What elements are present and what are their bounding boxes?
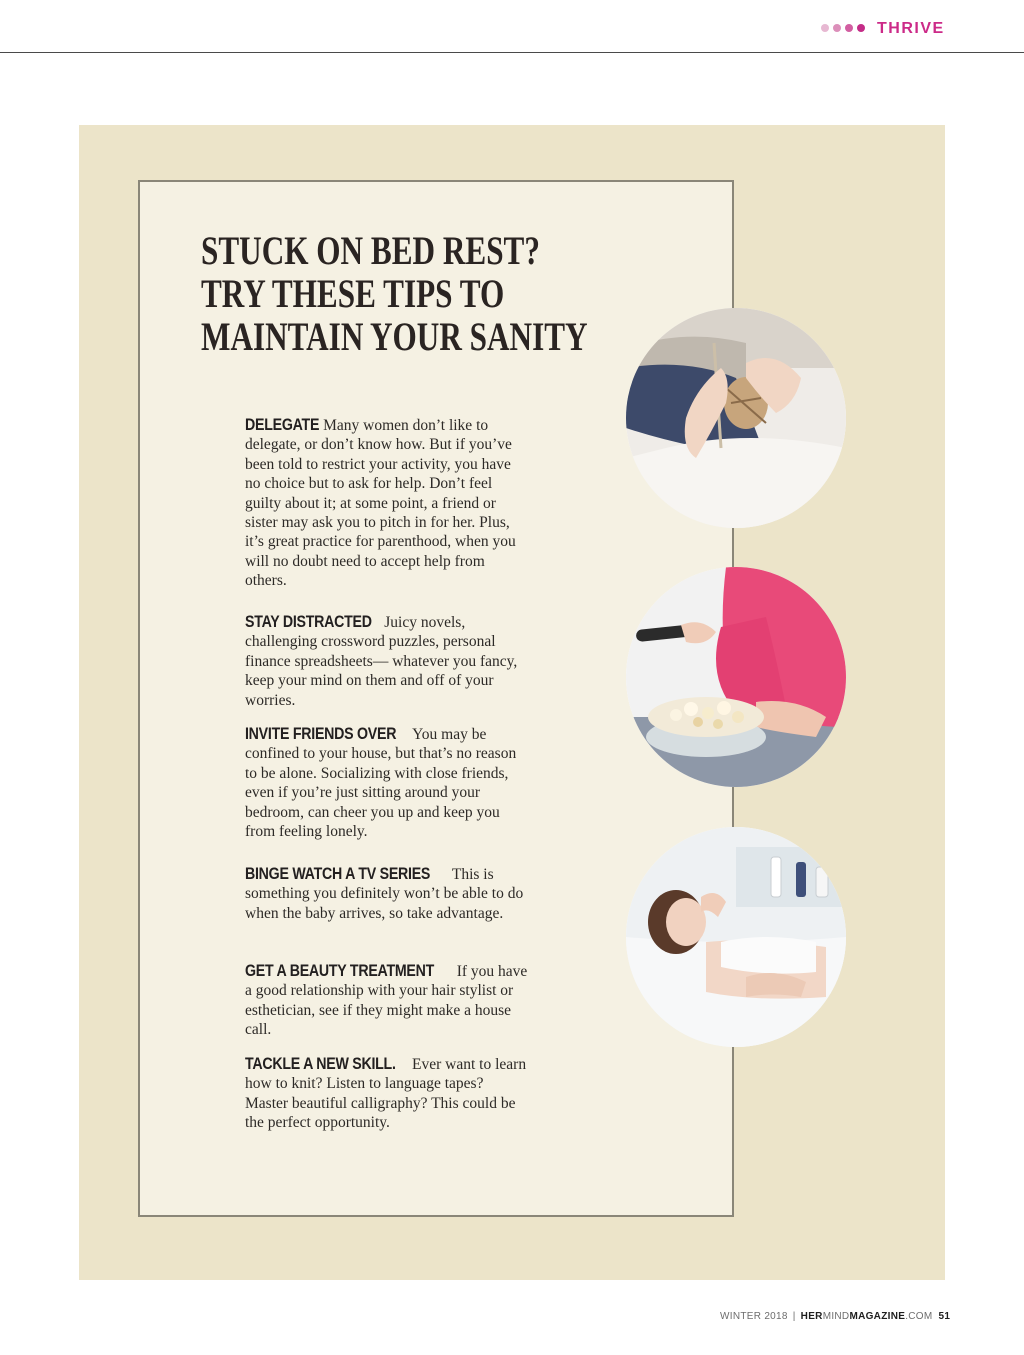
footer-site-her: HER	[800, 1311, 823, 1322]
dot-2	[833, 24, 841, 32]
tip-title: GET A BEAUTY TREATMENT	[245, 962, 435, 980]
tip-body: Many women don’t like to delegate, or don’t know how. But if you’ve been told to restrict your activity, you have no choice but to ask for help. Don’t feel guilty about it; at some point, a friend or sister may ask you to pitch in for her. Plus, it’s great practice for parenthood, when you will no doubt need to accept help from others.	[245, 417, 516, 590]
footer-site-com: .COM	[905, 1311, 933, 1322]
footer-divider: |	[792, 1311, 796, 1322]
tip-title: BINGE WATCH A TV SERIES	[245, 865, 431, 883]
tip-binge-watch	[245, 865, 530, 923]
page-footer	[720, 1311, 950, 1322]
headline-line-3: MAINTAIN YOUR SANITY	[201, 314, 588, 359]
footer-season: WINTER 2018	[720, 1311, 788, 1322]
popcorn-remote-photo	[626, 567, 846, 787]
footer-site-mind: MIND	[822, 1311, 850, 1322]
tip-title: DELEGATE	[245, 416, 320, 434]
tip-body: This is something you definitely won’t be able to do when the baby arrives, so take advantage.	[245, 866, 524, 922]
beauty-treatment-photo	[626, 827, 846, 1047]
section-dots	[821, 24, 865, 32]
section-label: THRIVE	[877, 20, 945, 37]
headline-line-2: TRY THESE TIPS TO	[201, 271, 505, 316]
tip-new-skill	[245, 1055, 530, 1133]
tip-body: Juicy novels, challenging crossword puzzles, personal finance spreadsheets— whatever you fancy, keep your mind on them and off of your worries.	[245, 614, 518, 709]
tip-stay-distracted	[245, 613, 530, 710]
article-headline	[201, 228, 588, 359]
tip-title: INVITE FRIENDS OVER	[245, 725, 397, 743]
tip-body: If you have a good relationship with your hair stylist or esthetician, see if they might make a house call.	[245, 963, 528, 1039]
tip-title: STAY DISTRACTED	[245, 613, 372, 631]
tip-beauty-treatment	[245, 962, 530, 1040]
footer-site-magazine: MAGAZINE	[849, 1311, 906, 1322]
header-rule	[0, 52, 1024, 53]
dot-1	[821, 24, 829, 32]
tip-delegate	[245, 416, 530, 591]
dot-3	[845, 24, 853, 32]
tip-invite-friends	[245, 725, 530, 841]
tip-title: TACKLE A NEW SKILL.	[245, 1055, 396, 1073]
tip-body: Ever want to learn how to knit? Listen to language tapes? Master beautiful calligraphy? This could be the perfect opportunity.	[245, 1056, 527, 1132]
tip-body: You may be confined to your house, but that’s no reason to be alone. Socializing with close friends, even if you’re just sitting around your bedroom, can cheer you up and keep you from feeling lonely.	[245, 726, 517, 841]
headline-line-1: STUCK ON BED REST?	[201, 228, 540, 273]
knitting-photo	[626, 308, 846, 528]
page-number: 51	[938, 1311, 951, 1322]
dot-4	[857, 24, 865, 32]
